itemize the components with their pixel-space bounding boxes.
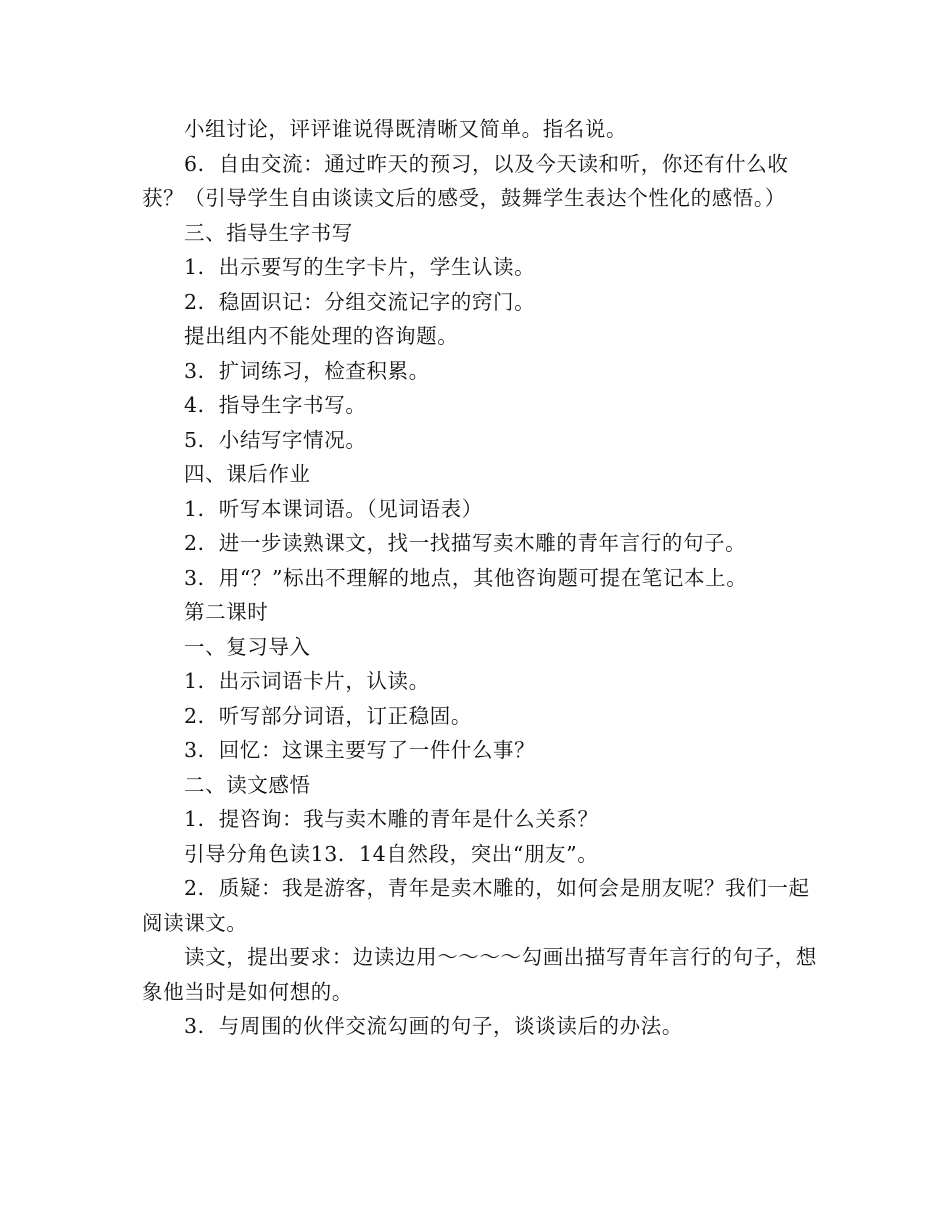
list-item: 5．小结写字情况。: [184, 427, 367, 452]
list-item: 3．用“？”标出不理解的地点，其他咨询题可提在笔记本上。: [184, 565, 748, 590]
list-item: 3．与周围的伙伴交流勾画的句子，谈谈读后的办法。: [184, 1014, 683, 1038]
section-heading: 三、指导生字书写: [184, 220, 353, 245]
section-heading: 一、复习导入: [184, 634, 311, 659]
paragraph: 引导分角色读13．14自然段，突出“朋友”。: [184, 841, 599, 866]
list-item: 2．稳固识记：分组交流记字的窍门。: [184, 289, 536, 314]
list-item: 1．提咨询：我与卖木雕的青年是什么关系？: [184, 807, 599, 831]
section-heading: 二、读文感悟: [184, 772, 311, 797]
paragraph: 提出组内不能处理的咨询题。: [184, 324, 459, 348]
section-heading: 四、课后作业: [184, 462, 311, 486]
list-item: 4．指导生字书写。: [184, 393, 367, 417]
list-item: 2．质疑：我是游客，青年是卖木雕的，如何会是朋友呢？我们一起阅读课文。: [142, 876, 810, 935]
list-item: 1．出示要写的生字卡片，学生认读。: [184, 255, 536, 279]
list-item: 3．回忆：这课主要写了一件什么事？: [184, 738, 536, 762]
list-item: 1．出示词语卡片，认读。: [184, 669, 430, 693]
list-item: 1．听写本课词语。（见词语表）: [184, 496, 483, 521]
paragraph: 小组讨论，评评谁说得既清晰又简单。指名说。: [184, 117, 628, 141]
list-item: 2．听写部分词语，订正稳固。: [184, 703, 472, 728]
document-body: [142, 112, 822, 1044]
list-item: 3．扩词练习，检查积累。: [184, 358, 430, 383]
paragraph: 读文，提出要求：边读边用～～～～勾画出描写青年言行的句子，想象他当时是如何想的。: [142, 945, 817, 1004]
lesson-heading: 第二课时: [184, 600, 269, 624]
list-item: 2．进一步读熟课文，找一找描写卖木雕的青年言行的句子。: [184, 531, 747, 555]
paragraph: 6．自由交流：通过昨天的预习，以及今天读和听，你还有什么收获？（引导学生自由谈读文后的感受，鼓舞学生表达个性化的感悟。）: [142, 151, 789, 210]
